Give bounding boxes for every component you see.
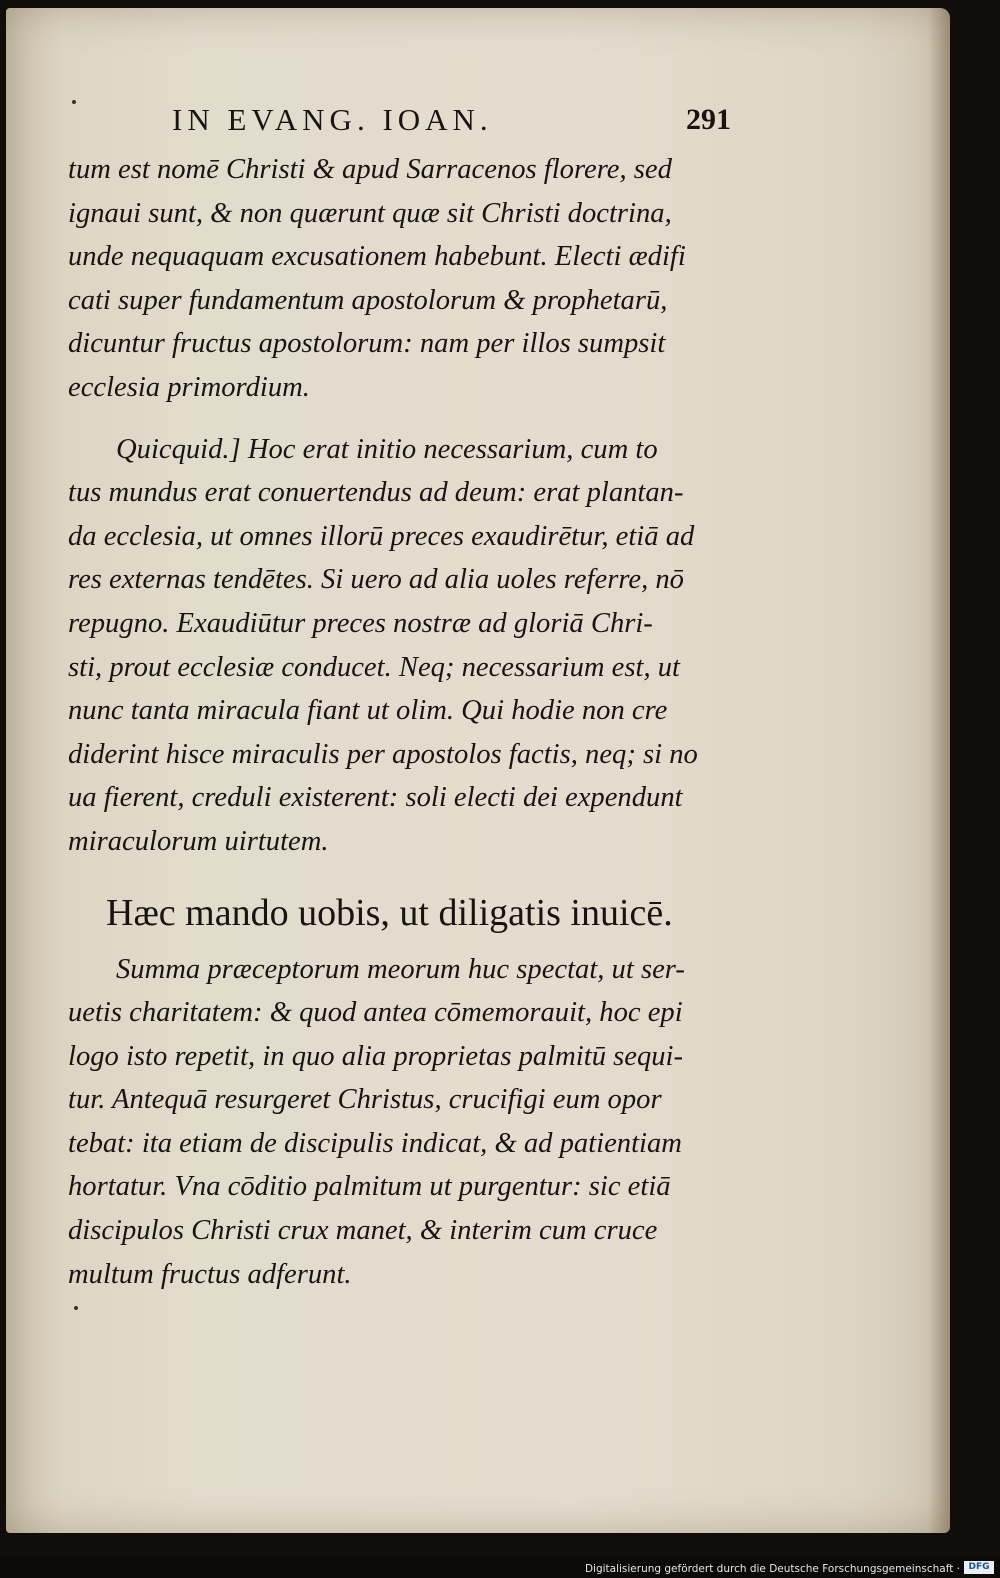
paragraph-3 <box>68 948 743 1297</box>
text-line: repugno. Exaudiūtur preces nostræ ad gloriā Chri- <box>68 607 653 639</box>
text-line: tur. Antequā resurgeret Christus, crucifigi eum opor <box>68 1084 662 1116</box>
running-title: IN EVANG. IOAN. <box>172 102 493 137</box>
page-number: 291 <box>686 103 731 136</box>
section-heading: Hæc mando uobis, ut diligatis inuicē. <box>106 891 673 934</box>
text-line: tus mundus erat conuertendus ad deum: erat plantan- <box>68 477 684 509</box>
text-line: Summa præceptorum meorum huc spectat, ut ser- <box>116 953 685 985</box>
text-line: ignaui sunt, & non quærunt quæ sit Christi doctrina, <box>68 197 672 229</box>
text-line: res externas tendētes. Si uero ad alia uoles referre, nō <box>68 564 684 596</box>
text-line: cati super fundamentum apostolorum & prophetarū, <box>68 284 668 316</box>
dfg-logo-icon: DFG <box>964 1561 994 1574</box>
running-head <box>68 98 743 142</box>
text-line: ua fierent, creduli existerent: soli electi dei expendunt <box>68 782 683 814</box>
funding-credit: Digitalisierung gefördert durch die Deutsche Forschungsgemeinschaft · <box>584 1563 960 1575</box>
text-line: sti, prout ecclesiæ conducet. Neq; necessarium est, ut <box>68 651 680 683</box>
ink-speck <box>74 1306 78 1310</box>
text-line: tebat: ita etiam de discipulis indicat, & ad patientiam <box>68 1127 682 1159</box>
paragraph-1 <box>68 148 743 410</box>
text-line: logo isto repetit, in quo alia proprietas palmitū sequi- <box>68 1040 684 1072</box>
text-line: Quicquid.] Hoc erat initio necessarium, cum to <box>116 433 658 465</box>
text-line: discipulos Christi crux manet, & interim cum cruce <box>68 1215 658 1247</box>
text-line: multum fructus adferunt. <box>68 1258 352 1290</box>
text-line: miraculorum uirtutem. <box>68 825 329 857</box>
text-line: unde nequaquam excusationem habebunt. Electi ædifi <box>68 241 686 273</box>
text-line: dicuntur fructus apostolorum: nam per illos sumpsit <box>68 328 666 360</box>
text-line: ecclesia primordium. <box>68 371 310 403</box>
text-line: da ecclesia, ut omnes illorū preces exaudirētur, etiā ad <box>68 520 695 552</box>
text-line: tum est nomē Christi & apud Sarracenos florere, sed <box>68 154 672 185</box>
text-line: diderint hisce miraculis per apostolos factis, neq; si no <box>68 738 698 770</box>
text-line: uetis charitatem: & quod antea cōmemorauit, hoc epi <box>68 997 683 1029</box>
footer-bar <box>0 1556 1000 1578</box>
paragraph-2 <box>68 428 743 864</box>
text-line: nunc tanta miracula fiant ut olim. Qui hodie non cre <box>68 695 668 727</box>
text-line: hortatur. Vna cōditio palmitum ut purgentur: sic etiā <box>68 1171 671 1203</box>
page-content <box>68 98 743 1296</box>
